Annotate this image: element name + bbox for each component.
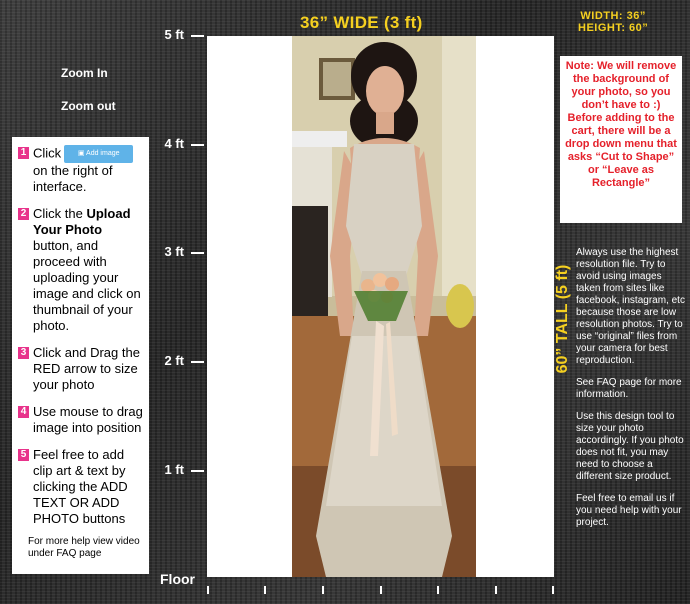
floor-label: Floor (160, 571, 195, 587)
step-4-text: Use mouse to drag image into position (33, 404, 143, 435)
ruler-tick (191, 361, 204, 363)
bottom-ruler-tick (552, 586, 554, 594)
width-label: WIDTH: 36” (580, 10, 646, 22)
height-label: HEIGHT: 60” (578, 22, 649, 34)
bottom-ruler-tick (437, 586, 439, 594)
step-5 (18, 447, 144, 527)
ruler-mark-4ft: 4 ft (164, 136, 184, 151)
bottom-ruler-tick (322, 586, 324, 594)
dimensions-label (578, 10, 648, 34)
ruler-mark-2ft: 2 ft (164, 353, 184, 368)
step-1-text-b: on the right of interface. (33, 163, 113, 194)
upload-photo-label: Upload Your Photo (33, 206, 131, 237)
step-number: 3 (18, 347, 29, 359)
uploaded-photo[interactable] (292, 36, 476, 577)
ruler-mark-5ft: 5 ft (164, 27, 184, 42)
note-box (560, 56, 682, 223)
bottom-ruler-tick (380, 586, 382, 594)
ruler-mark-1ft: 1 ft (164, 462, 184, 477)
step-2-text-a: Click the (33, 206, 87, 221)
bottom-ruler-tick (207, 586, 209, 594)
help-panel (576, 247, 686, 539)
ruler-tick (191, 470, 204, 472)
step-3 (18, 345, 144, 393)
note-text-a: Note: We will remove the background of your photo, so you don’t have to :) (565, 60, 677, 111)
height-title (553, 246, 573, 391)
width-title: 36” WIDE (3 ft) (300, 13, 423, 32)
step-number: 4 (18, 406, 29, 418)
zoom-out-button[interactable]: Zoom out (61, 99, 116, 113)
step-1 (18, 145, 144, 195)
step-number: 1 (18, 147, 29, 159)
bottom-ruler-tick (264, 586, 266, 594)
photo-illustration (292, 36, 476, 577)
help-paragraph: See FAQ page for more information. (576, 377, 682, 400)
help-paragraph: Use this design tool to size your photo accordingly. If you photo does not fit, you may need to choose a different size product. (576, 411, 684, 482)
help-text: For more help view video under FAQ page (28, 536, 140, 559)
ruler-mark-3ft: 3 ft (164, 244, 184, 259)
step-1-text-a: Click (33, 145, 62, 161)
ruler-tick (191, 35, 204, 37)
ruler-tick (191, 252, 204, 254)
add-image-button[interactable] (64, 145, 133, 163)
step-2-text-b: button, and proceed with uploading your image and click on thumbnail of your photo. (33, 238, 141, 333)
step-2 (18, 206, 144, 334)
step-3-text: Click and Drag the RED arrow to size your photo (33, 345, 140, 392)
step-number: 5 (18, 449, 29, 461)
step-5-text: Feel free to add clip art & text by clicking the ADD TEXT OR ADD PHOTO buttons (33, 447, 128, 526)
help-paragraph: Always use the highest resolution file. Try to avoid using images taken from sites like facebook, instagram, etc because those are low resolution photos. Try to use “original” files from your camera for best reproduction. (576, 247, 685, 366)
step-number: 2 (18, 208, 29, 220)
bottom-ruler-tick (495, 586, 497, 594)
add-image-label: Add image (86, 150, 120, 157)
instructions-panel (12, 137, 149, 574)
image-icon: ▣ (77, 150, 85, 157)
help-paragraph: Feel free to email us if you need help with your project. (576, 493, 682, 528)
height-title-text: 60” TALL (5 ft) (554, 264, 571, 373)
note-text-b: Before adding to the cart, there will be a drop down menu that asks “Cut to Shape” or “Leave as Rectangle” (565, 112, 677, 189)
step-4 (18, 404, 144, 436)
ruler-tick (191, 144, 204, 146)
zoom-in-button[interactable]: Zoom In (61, 66, 108, 80)
